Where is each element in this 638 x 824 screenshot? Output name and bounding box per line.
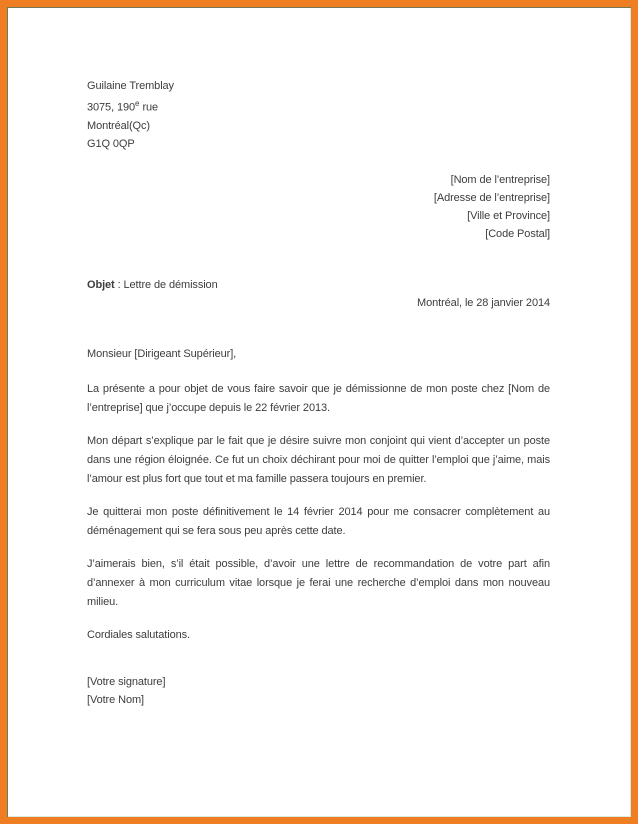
subject-label: Objet <box>87 278 115 291</box>
closing-salutation: Cordiales salutations. <box>87 628 190 641</box>
recipient-postal-code: [Code Postal] <box>485 227 550 240</box>
letter-body <box>87 380 550 645</box>
body-paragraph: J’aimerais bien, s’il était possible, d’avoir une lettre de recommandation de votre part afin d’annexer à mon curriculum vitae lorsque je ferai une recherche d’emploi dans mon nouveau milieu. <box>87 557 550 608</box>
recipient-company-address: [Adresse de l’entreprise] <box>433 191 550 204</box>
letter-content <box>87 77 550 709</box>
sender-street-ordinal-suffix: e <box>135 99 140 108</box>
subject-line <box>87 276 550 294</box>
recipient-address-block <box>87 171 550 243</box>
recipient-company-name: [Nom de l’entreprise] <box>450 173 550 186</box>
signature-placeholder: [Votre signature] <box>87 675 166 688</box>
sender-postal-code: G1Q 0QP <box>87 137 135 150</box>
sender-name: Guilaine Tremblay <box>87 80 174 92</box>
body-paragraph: La présente a pour objet de vous faire savoir que je démissionne de mon poste chez [Nom de l’entreprise] que j’occupe depuis le 22 février 2013. <box>87 382 550 414</box>
date-line: Montréal, le 28 janvier 2014 <box>417 296 550 309</box>
body-paragraph: Je quitterai mon poste définitivement le 14 février 2014 pour me consacrer complètement au déménagement qui se fera sous peu après cette date. <box>87 505 550 537</box>
sender-address-block <box>87 77 550 153</box>
sender-street-number: 3075, 190 <box>87 101 136 114</box>
sender-street-name: rue <box>139 101 159 114</box>
body-paragraph: Mon départ s’explique par le fait que je désire suivre mon conjoint qui vient d’accepter un poste dans une région éloignée. Ce fut un choix déchirant pour moi de quitter l’emploi que j’aime, mais l’amour est plus fort que tout et ma famille passera toujours en premier. <box>87 434 550 485</box>
sender-city: Montréal(Qc) <box>87 119 150 132</box>
subject-text: Lettre de démission <box>123 278 218 291</box>
subject-separator: : <box>114 278 124 291</box>
sender-street <box>87 95 550 117</box>
signature-name-placeholder: [Votre Nom] <box>87 693 144 706</box>
recipient-city-province: [Ville et Province] <box>467 209 550 222</box>
signature-block <box>87 673 550 709</box>
salutation: Monsieur [Dirigeant Supérieur], <box>87 347 237 360</box>
